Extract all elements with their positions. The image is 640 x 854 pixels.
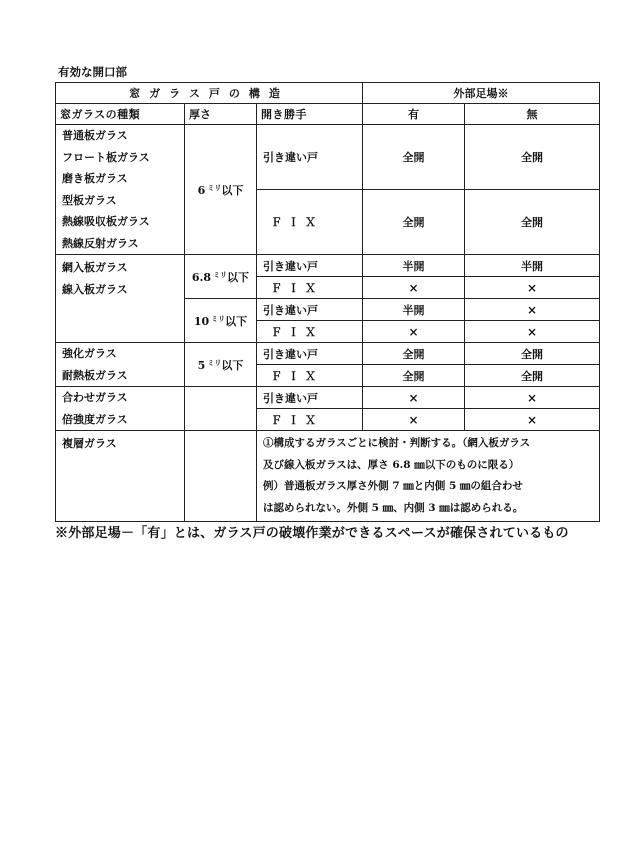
scaffold-no-value: × [465, 409, 600, 431]
page-title: 有効な開口部 [58, 65, 127, 79]
thickness-suffix: 以下 [225, 314, 248, 328]
multilayer-glass-note [257, 431, 600, 522]
glass-opening-table [55, 82, 600, 522]
scaffold-no-value: 全開 [465, 190, 600, 255]
thickness-cell [185, 255, 257, 299]
scaffold-no-value: × [465, 387, 600, 409]
glass-type-list [56, 387, 185, 431]
header-glass-type: 窓ガラスの種類 [56, 104, 185, 125]
glass-type: フロート板ガラス [62, 150, 150, 164]
opening-type: ＦＩＸ [257, 190, 363, 255]
scaffold-yes-value: 全開 [363, 365, 465, 387]
header-opening: 開き勝手 [257, 104, 363, 125]
table-header-row-2 [56, 104, 600, 125]
glass-type: 複層ガラス [56, 431, 185, 522]
table-row [56, 387, 600, 409]
table-row [56, 255, 600, 277]
scaffold-yes-value: 半開 [363, 299, 465, 321]
table-row [56, 125, 600, 190]
thickness-cell [185, 125, 257, 255]
thickness-cell-empty [185, 431, 257, 522]
thickness-cell [185, 299, 257, 343]
table-row [56, 431, 600, 522]
thickness-unit: ミリ [213, 269, 228, 279]
scaffold-yes-value: × [363, 277, 465, 299]
glass-type: 強化ガラス [62, 347, 117, 360]
thickness-unit: ミリ [211, 313, 226, 323]
header-thickness: 厚さ [185, 104, 257, 125]
opening-type: 引き違い戸 [257, 125, 363, 190]
scaffold-no-value: × [465, 321, 600, 343]
thickness-value: 5 [197, 358, 206, 372]
scaffold-yes-value: × [363, 387, 465, 409]
opening-type: ＦＩＸ [257, 365, 363, 387]
header-structure: 窓ガラス戸の構造 [56, 83, 363, 104]
scaffold-yes-value: 全開 [363, 125, 465, 190]
glass-type: 合わせガラス [62, 391, 128, 404]
header-yes: 有 [363, 104, 465, 125]
note-line: 及び線入板ガラスは、厚さ 6.8 ㎜以下のものに限る） [263, 458, 520, 471]
opening-type: ＦＩＸ [257, 409, 363, 431]
scaffold-yes-value: 半開 [363, 255, 465, 277]
opening-type: 引き違い戸 [257, 299, 363, 321]
scaffold-no-value: × [465, 299, 600, 321]
scaffold-no-value: 全開 [465, 365, 600, 387]
header-no: 無 [465, 104, 600, 125]
opening-type: 引き違い戸 [257, 343, 363, 365]
scaffold-no-value: 全開 [465, 343, 600, 365]
opening-type: ＦＩＸ [257, 321, 363, 343]
glass-type-list [56, 343, 185, 387]
glass-type: 磨き板ガラス [62, 172, 128, 185]
opening-type: 引き違い戸 [257, 387, 363, 409]
scaffold-no-value: × [465, 277, 600, 299]
scaffold-no-value: 半開 [465, 255, 600, 277]
glass-type: 網入板ガラス [62, 261, 128, 274]
scaffold-yes-value: 全開 [363, 343, 465, 365]
thickness-suffix: 以下 [221, 183, 244, 197]
scaffold-yes-value: 全開 [363, 190, 465, 255]
glass-type-list [56, 125, 185, 255]
scaffold-yes-value: × [363, 409, 465, 431]
glass-type: 熱線吸収板ガラス [62, 215, 150, 228]
note-line: ①構成するガラスごとに検討・判断する。（網入板ガラス [263, 437, 531, 449]
thickness-cell-empty [185, 387, 257, 431]
glass-type-list [56, 255, 185, 343]
table-row [56, 343, 600, 365]
glass-type: 線入板ガラス [62, 282, 128, 296]
glass-type: 耐熱板ガラス [62, 368, 128, 382]
glass-type: 普通板ガラス [62, 129, 128, 142]
thickness-unit: ミリ [207, 182, 222, 192]
table-header-row-1 [56, 83, 600, 104]
header-scaffolding: 外部足場※ [363, 83, 600, 104]
scaffold-yes-value: × [363, 321, 465, 343]
glass-type: 型板ガラス [62, 193, 117, 207]
glass-type: 熱線反射ガラス [62, 236, 139, 250]
note-line: は認められない。外側 5 ㎜、内側 3 ㎜は認められる。 [263, 501, 524, 514]
thickness-suffix: 以下 [227, 270, 250, 284]
glass-type: 倍強度ガラス [62, 412, 128, 426]
thickness-suffix: 以下 [221, 358, 244, 372]
thickness-cell [185, 343, 257, 387]
note-line: 例）普通板ガラス厚さ外側 7 ㎜と内側 5 ㎜の組合わせ [263, 480, 523, 492]
thickness-value: 10 [193, 314, 210, 328]
footnote: ※外部足場－「有」とは、ガラス戸の破壊作業ができるスペースが確保されているもの [55, 526, 569, 541]
thickness-value: 6.8 [191, 270, 212, 284]
thickness-value: 6 [197, 183, 206, 197]
opening-type: ＦＩＸ [257, 277, 363, 299]
scaffold-no-value: 全開 [465, 125, 600, 190]
opening-type: 引き違い戸 [257, 255, 363, 277]
thickness-unit: ミリ [207, 357, 222, 367]
